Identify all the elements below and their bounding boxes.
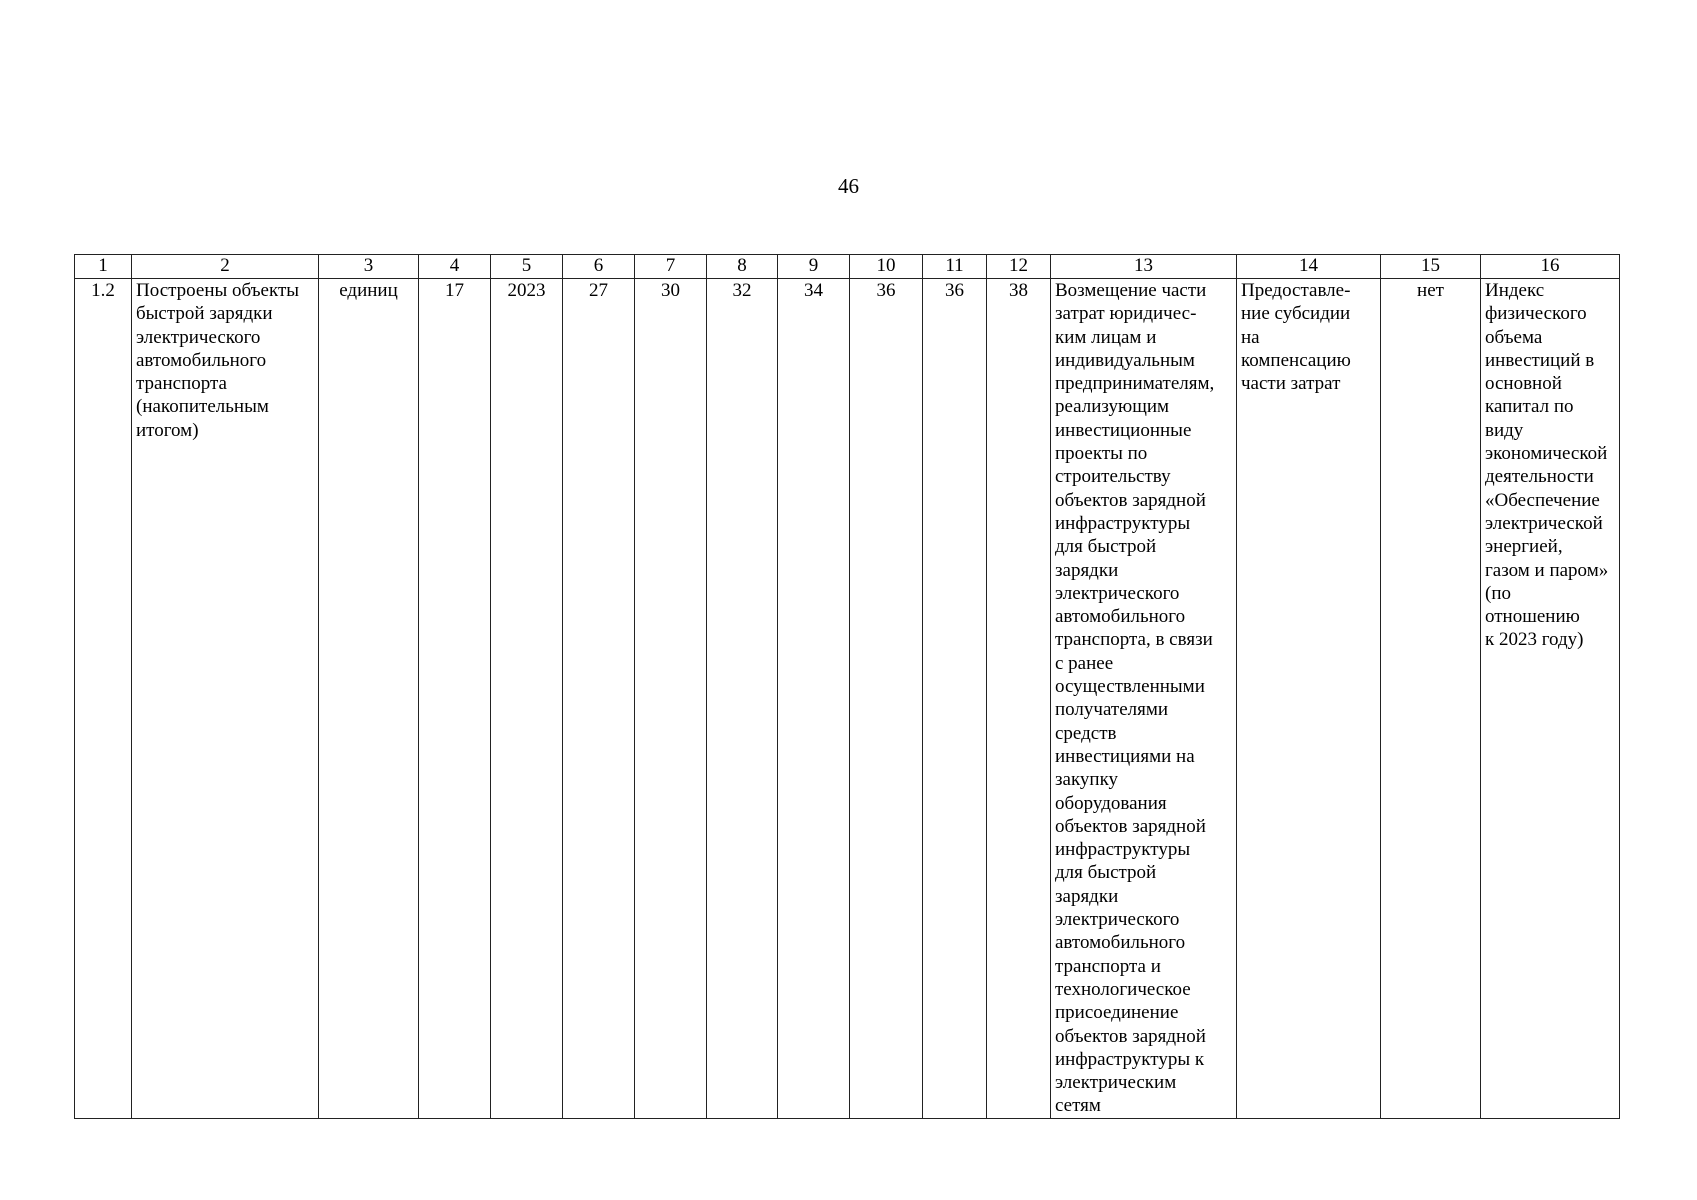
value-cell: 27 — [563, 279, 635, 1119]
indicators-table — [74, 254, 1620, 1119]
table-header-row — [75, 255, 1620, 279]
value-cell: 34 — [778, 279, 850, 1119]
column-header: 11 — [923, 255, 987, 279]
column-header: 16 — [1481, 255, 1620, 279]
value-cell: 17 — [419, 279, 491, 1119]
column-header: 12 — [987, 255, 1051, 279]
column-header: 3 — [319, 255, 419, 279]
column-header: 1 — [75, 255, 132, 279]
column-header: 13 — [1051, 255, 1237, 279]
value-cell: 32 — [707, 279, 778, 1119]
value-cell: 36 — [923, 279, 987, 1119]
indicator-name-cell: Построены объекты быстрой зарядки электрического автомобильного транспорта (накопительным итогом) — [132, 279, 319, 1119]
value-cell: 30 — [635, 279, 707, 1119]
column-header: 7 — [635, 255, 707, 279]
year-cell: 2023 — [491, 279, 563, 1119]
column-header: 10 — [850, 255, 923, 279]
table-row — [75, 279, 1620, 1119]
unit-cell: единиц — [319, 279, 419, 1119]
row-number-cell: 1.2 — [75, 279, 132, 1119]
page-number: 46 — [838, 174, 859, 198]
column-header: 2 — [132, 255, 319, 279]
column-header: 8 — [707, 255, 778, 279]
value-cell: 38 — [987, 279, 1051, 1119]
column-header: 14 — [1237, 255, 1381, 279]
column-header: 9 — [778, 255, 850, 279]
column-header: 5 — [491, 255, 563, 279]
related-indicator-cell: Индекс физического объема инвестиций в основной капитал по виду экономической деятельности «Обеспечение электрической энергией, газом и паром» (по отношению к 2023 году) — [1481, 279, 1620, 1119]
value-cell: 36 — [850, 279, 923, 1119]
support-type-cell: Предоставле- ние субсидии на компенсацию части затрат — [1237, 279, 1381, 1119]
measure-description-cell: Возмещение части затрат юридичес- ким лицам и индивидуальным предпринимателям, реализующим инвестиционные проекты по строительству объектов зарядной инфраструктуры для быстрой зарядки электрического автомобильного транспорта, в связи с ранее осуществленными получателями средств инвестициями на закупку оборудования объектов зарядной инфраструктуры для быстрой зарядки электрического автомобильного транспорта и технологическое присоединение объектов зарядной инфраструктуры к электрическим сетям — [1051, 279, 1237, 1119]
column-header: 15 — [1381, 255, 1481, 279]
flag-cell: нет — [1381, 279, 1481, 1119]
column-header: 6 — [563, 255, 635, 279]
column-header: 4 — [419, 255, 491, 279]
